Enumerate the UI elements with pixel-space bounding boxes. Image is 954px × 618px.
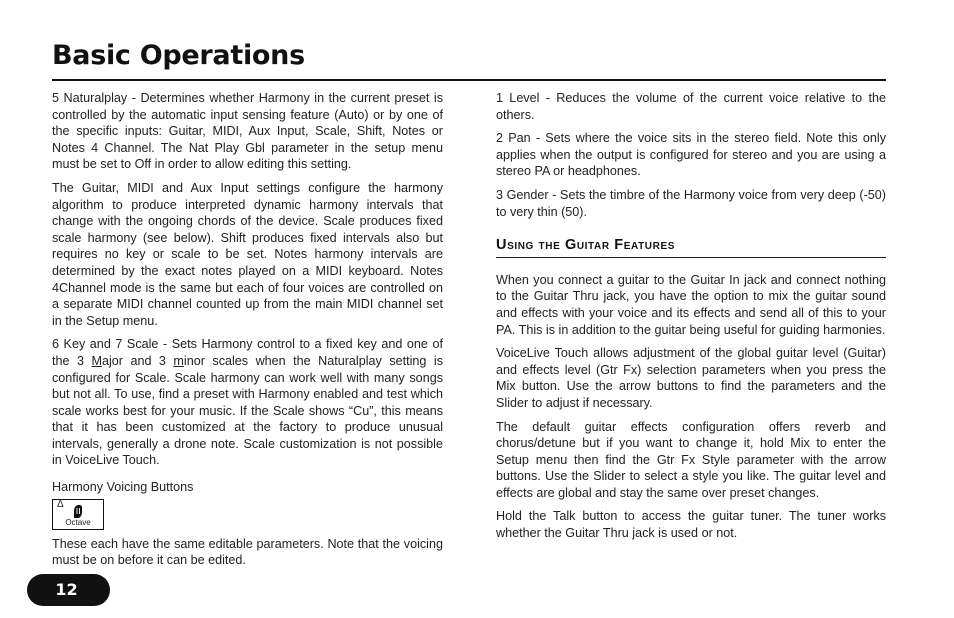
octave-button-illustration (52, 499, 104, 530)
right-column (496, 90, 886, 549)
key-scale-text-b: ajor and 3 (101, 353, 174, 368)
guitar-tuner-paragraph: Hold the Talk button to access the guitar tuner. The tuner works whether the Guitar Thru jack is used or not. (496, 509, 886, 541)
guitar-effects-paragraph: The default guitar effects configuration offers reverb and chorus/detune but if you want to change it, hold Mix to enter the Setup menu then find the Gtr Fx Style parameter with the arrow buttons. Use the Slider to select a style you like. The guitar level and effects are global and stay the same over preset changes. (496, 419, 886, 500)
key-scale-text-c: inor scales when the Naturalplay setting is configured for Scale. Scale harmony can work well with many songs but not all. To use, find a preset with Harmony enabled and test which scale works best for your music. If the Scale shows “Cu”, this means that it has been customized at the factory to produce unusual intervals, generally a drone note. Scale customization is not possible in VoiceLive Touch. (52, 353, 443, 468)
left-column (52, 90, 443, 576)
naturalplay-paragraph: 5 Naturalplay - Determines whether Harmony in the current preset is controlled by the automatic input sensing feature (Auto) or by one of the specific inputs: Guitar, MIDI, Aux Input, Scale, Shift, Notes or Notes 4 Channel. The Nat Play Gbl parameter in the setup menu must be set to Off in order to allow editing this setting. (52, 91, 443, 172)
title-rule (52, 79, 886, 81)
pan-paragraph: 2 Pan - Sets where the voice sits in the stereo field. Note this only applies when the output is configured for stereo and you are using a stereo PA or headphones. (496, 131, 886, 179)
section-heading-guitar-features: Using the Guitar Features (496, 237, 886, 258)
major-underline: M (91, 353, 102, 368)
minor-underline: m (173, 353, 184, 368)
octave-label: Octave (65, 517, 91, 527)
key-scale-paragraph (52, 336, 443, 469)
triangle-icon: Δ (57, 498, 64, 510)
harmony-voicing-subheading: Harmony Voicing Buttons (52, 480, 194, 495)
gender-paragraph: 3 Gender - Sets the timbre of the Harmony voice from very deep (-50) to very thin (50). (496, 187, 886, 219)
guitar-level-paragraph: VoiceLive Touch allows adjustment of the global guitar level (Guitar) and effects level (Gtr Fx) selection parameters when you press the Mix button. Use the arrow buttons to find the parameters and the Slider to adjust if necessary. (496, 346, 886, 410)
page-number-badge: 12 (27, 574, 110, 606)
level-paragraph: 1 Level - Reduces the volume of the current voice relative to the others. (496, 91, 886, 122)
key-scale-text-a: 6 Key and 7 Scale - Sets Harmony control to a fixed key and one of the 3 (52, 337, 443, 368)
page-title: Basic Operations (52, 40, 305, 71)
guitar-connect-paragraph: When you connect a guitar to the Guitar In jack and connect nothing to the Guitar Thru jack, you have the option to mix the guitar sound and effects with your voice and its effects and send all of this to your PA. This is in addition to the guitar being useful for guiding harmonies. (496, 272, 886, 337)
voicing-buttons-paragraph: These each have the same editable parameters. Note that the voicing must be on before it can be edited. (52, 536, 443, 568)
input-settings-paragraph: The Guitar, MIDI and Aux Input settings configure the harmony algorithm to produce interpreted dynamic harmony intervals that change with the ongoing chords of the device. Scale produces fixed scale harmony (see below). Shift produces fixed intervals also but requires no key or scale to be set. Notes harmony intervals are determined by the exact notes played on a MIDI keyboard. Notes 4Channel mode is the same but each of four voices are controlled on a separate MIDI channel counted up from the main MIDI channel set in the Setup menu. (52, 180, 443, 328)
